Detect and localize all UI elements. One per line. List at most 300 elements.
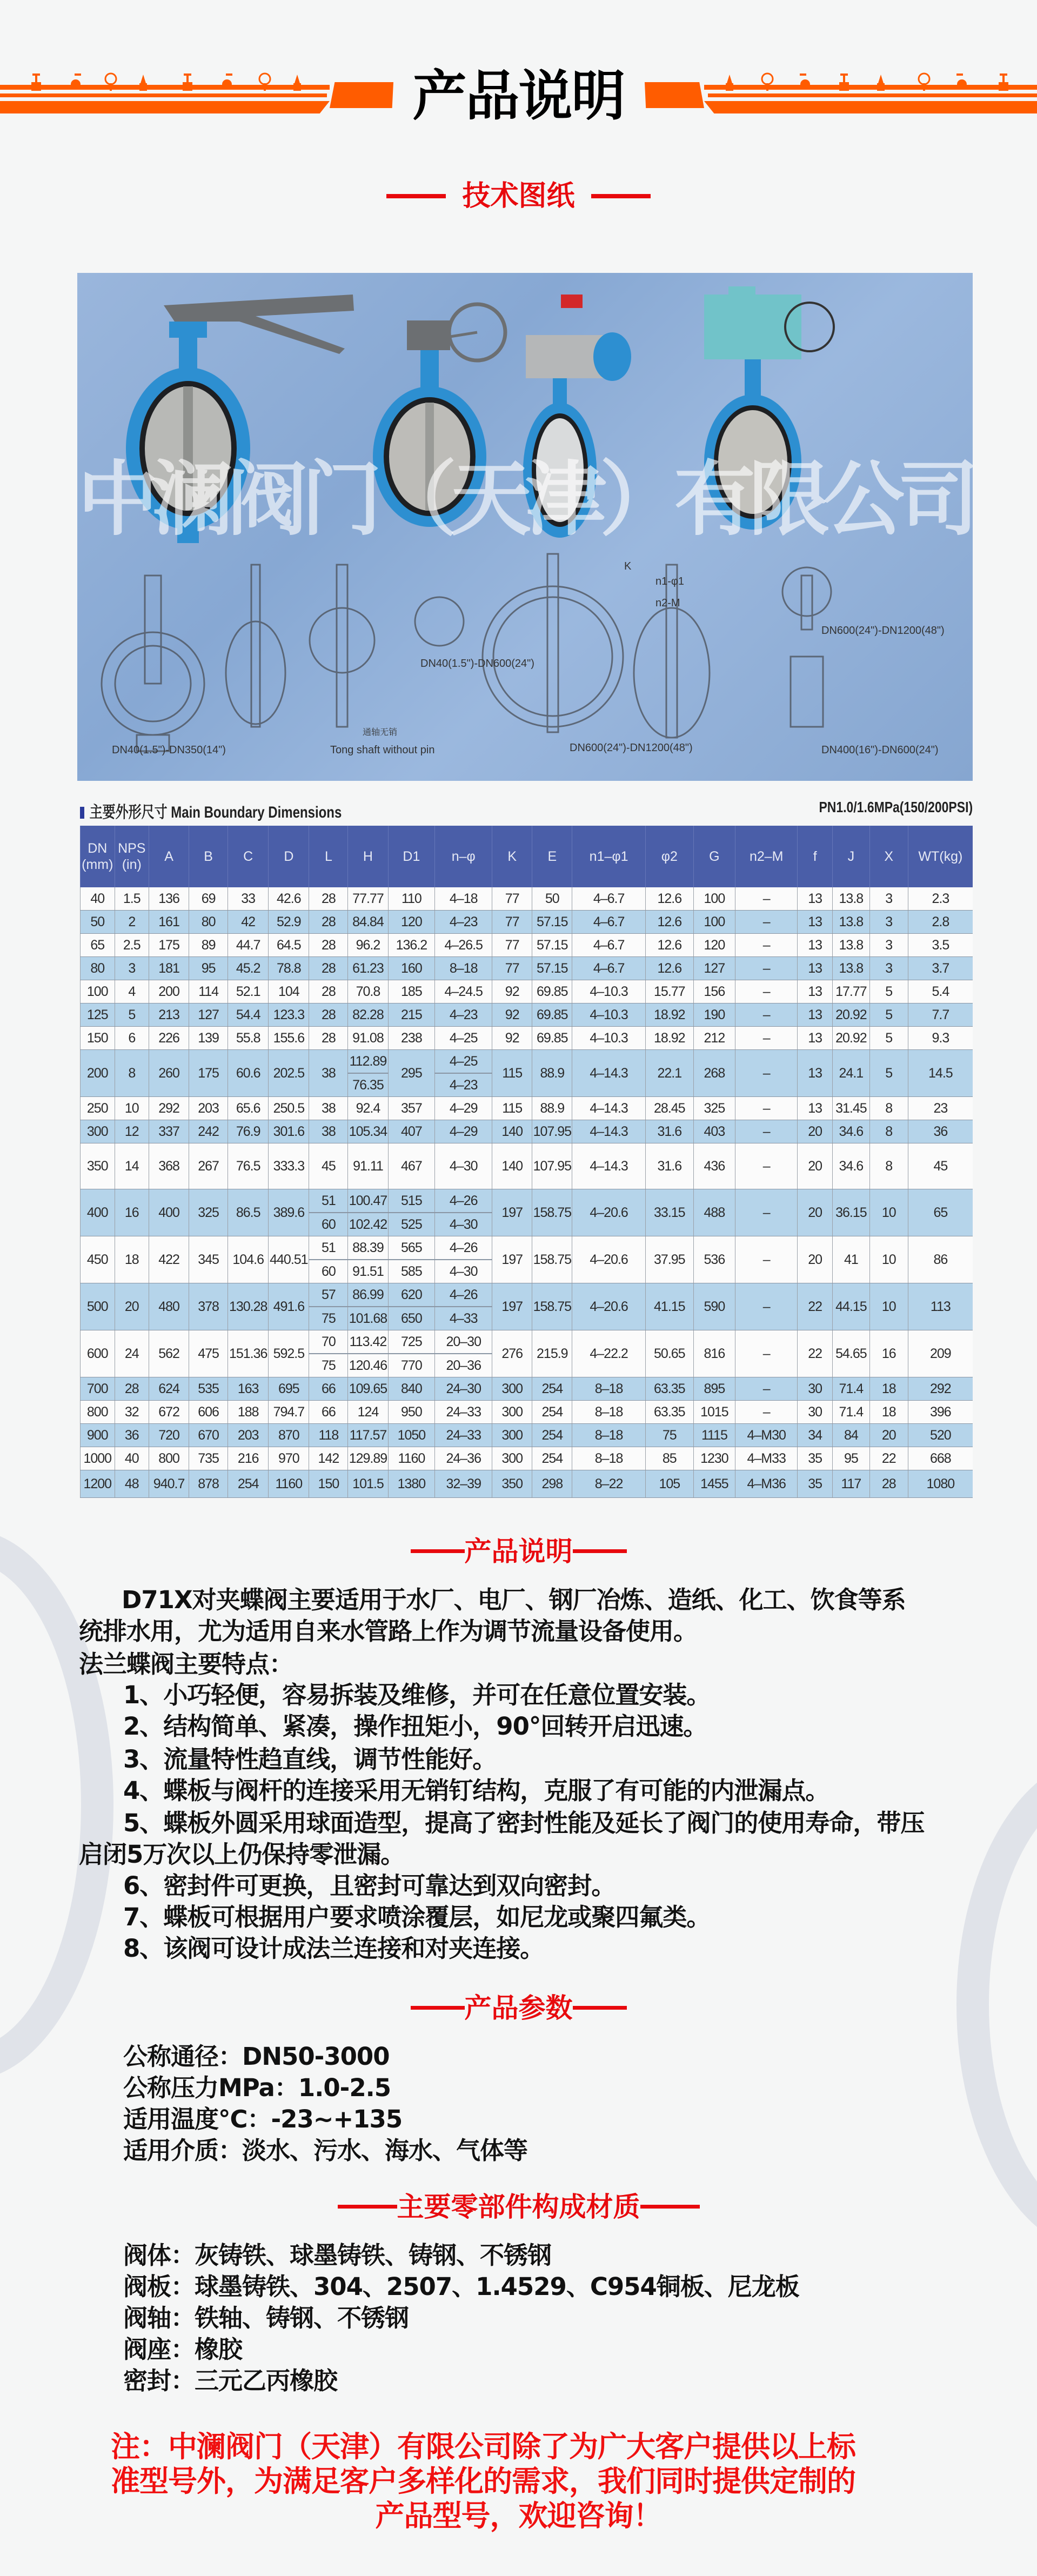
section-title-text: 产品说明 bbox=[464, 1535, 573, 1567]
table-cell: 254 bbox=[532, 1377, 572, 1401]
drawing-label: DN40(1.5")-DN350(14") bbox=[112, 744, 226, 756]
drawing-label: DN600(24")-DN1200(48") bbox=[570, 742, 693, 754]
table-cell: 64.5 bbox=[269, 934, 309, 957]
table-cell: 215.9 bbox=[532, 1330, 572, 1377]
table-cell: 20 bbox=[798, 1143, 833, 1189]
pressure-rating: PN1.0/1.6MPa(150/200PSI) bbox=[819, 799, 973, 815]
table-cell: 20–36 bbox=[435, 1354, 492, 1377]
table-cell: 71.4 bbox=[832, 1401, 869, 1424]
table-cell: 475 bbox=[189, 1330, 228, 1377]
table-cell: 30 bbox=[798, 1377, 833, 1401]
table-cell: 77 bbox=[492, 934, 532, 957]
table-cell: 8–18 bbox=[435, 957, 492, 980]
table-cell: 100.47 bbox=[348, 1189, 388, 1213]
table-cell: 13 bbox=[798, 1097, 833, 1120]
table-cell: 3.7 bbox=[908, 957, 973, 980]
table-cell: 41.15 bbox=[645, 1283, 693, 1330]
table-cell: 115 bbox=[492, 1050, 532, 1097]
table-cell: 216 bbox=[228, 1447, 269, 1470]
table-cell: 57.15 bbox=[532, 911, 572, 934]
table-cell: 160 bbox=[388, 957, 435, 980]
table-cell: 3.5 bbox=[908, 934, 973, 957]
table-cell: 24–36 bbox=[435, 1447, 492, 1470]
material-item: 阀板：球墨铸铁、304、2507、1.4529、C954铜板、尼龙板 bbox=[123, 2272, 799, 2301]
table-row bbox=[81, 957, 973, 980]
table-cell: 107.95 bbox=[532, 1120, 572, 1143]
table-cell: 76.5 bbox=[228, 1143, 269, 1189]
table-cell: 117.57 bbox=[348, 1424, 388, 1447]
feature-item: 3、流量特性趋直线，调节性能好。 bbox=[123, 1745, 497, 1774]
table-cell: 300 bbox=[492, 1424, 532, 1447]
table-cell: 5 bbox=[869, 980, 908, 1003]
table-row bbox=[81, 1424, 973, 1447]
table-cell: 735 bbox=[189, 1447, 228, 1470]
table-row bbox=[81, 1003, 973, 1027]
table-cell: – bbox=[735, 1330, 798, 1377]
table-cell: 185 bbox=[388, 980, 435, 1003]
table-cell: 151.36 bbox=[228, 1330, 269, 1377]
table-cell: 4–23 bbox=[435, 1073, 492, 1097]
table-cell: 38 bbox=[309, 1050, 348, 1097]
table-cell: 5 bbox=[869, 1027, 908, 1050]
section-title-drawings bbox=[0, 176, 1037, 215]
table-cell: 5 bbox=[869, 1003, 908, 1027]
table-cell: 816 bbox=[693, 1330, 735, 1377]
table-cell: 113 bbox=[908, 1283, 973, 1330]
table-cell: 212 bbox=[693, 1027, 735, 1050]
table-cell: 4–18 bbox=[435, 887, 492, 911]
table-cell: 85 bbox=[645, 1447, 693, 1470]
table-cell: 13 bbox=[798, 980, 833, 1003]
table-cell: 4–24.5 bbox=[435, 980, 492, 1003]
table-cell: 60 bbox=[309, 1260, 348, 1283]
table-cell: 104.6 bbox=[228, 1236, 269, 1283]
table-cell: 500 bbox=[81, 1283, 115, 1330]
column-header bbox=[645, 826, 693, 887]
table-cell: – bbox=[735, 1097, 798, 1120]
table-cell: 209 bbox=[908, 1330, 973, 1377]
table-cell: 298 bbox=[532, 1470, 572, 1498]
table-cell: 18.92 bbox=[645, 1003, 693, 1027]
column-header-text: f bbox=[813, 849, 817, 864]
table-cell: 65 bbox=[81, 934, 115, 957]
table-cell: 16 bbox=[869, 1330, 908, 1377]
table-cell: 155.6 bbox=[269, 1027, 309, 1050]
table-cell: 20 bbox=[798, 1120, 833, 1143]
feature-item: 2、结构简单、紧凑，操作扭矩小，90°回转开启迅速。 bbox=[123, 1712, 707, 1741]
table-cell: 13 bbox=[798, 887, 833, 911]
table-cell: 292 bbox=[908, 1377, 973, 1401]
table-cell: 28 bbox=[115, 1377, 149, 1401]
table-cell: 44.7 bbox=[228, 934, 269, 957]
table-cell: 5.4 bbox=[908, 980, 973, 1003]
table-cell: 130.28 bbox=[228, 1283, 269, 1330]
table-cell: 22 bbox=[798, 1330, 833, 1377]
parameter-item: 适用温度℃：-23~+135 bbox=[123, 2105, 403, 2133]
title-rule-left bbox=[338, 2205, 397, 2209]
table-cell: 5 bbox=[869, 1050, 908, 1097]
table-cell: 33 bbox=[228, 887, 269, 911]
table-cell: 140 bbox=[492, 1120, 532, 1143]
table-cell: 13.8 bbox=[832, 934, 869, 957]
column-header bbox=[869, 826, 908, 887]
table-cell: 4–30 bbox=[435, 1260, 492, 1283]
table-cell: 84 bbox=[832, 1424, 869, 1447]
table-cell: 895 bbox=[693, 1377, 735, 1401]
table-cell: 5 bbox=[115, 1003, 149, 1027]
table-cell: 55.8 bbox=[228, 1027, 269, 1050]
column-header-text: D bbox=[284, 849, 294, 864]
table-cell: 592.5 bbox=[269, 1330, 309, 1377]
table-cell: 117 bbox=[832, 1470, 869, 1498]
column-header-text: WT(kg) bbox=[918, 849, 963, 864]
feature-item: 1、小巧轻便，容易拆装及维修，并可在任意位置安装。 bbox=[123, 1681, 711, 1709]
column-header bbox=[269, 826, 309, 887]
table-cell: 268 bbox=[693, 1050, 735, 1097]
table-cell: 136 bbox=[149, 887, 189, 911]
table-cell: 480 bbox=[149, 1283, 189, 1330]
table-cell: 24 bbox=[115, 1330, 149, 1377]
column-header bbox=[532, 826, 572, 887]
table-cell: 4–14.3 bbox=[572, 1120, 646, 1143]
table-cell: 23 bbox=[908, 1097, 973, 1120]
table-cell: 28 bbox=[869, 1470, 908, 1498]
table-cell: 80 bbox=[189, 911, 228, 934]
table-cell: 4–10.3 bbox=[572, 980, 646, 1003]
table-cell: – bbox=[735, 1189, 798, 1236]
table-cell: – bbox=[735, 1027, 798, 1050]
table-cell: 1200 bbox=[81, 1470, 115, 1498]
column-header bbox=[228, 826, 269, 887]
table-cell: 357 bbox=[388, 1097, 435, 1120]
material-item: 阀座：橡胶 bbox=[123, 2335, 243, 2364]
table-cell: 3 bbox=[869, 957, 908, 980]
table-cell: – bbox=[735, 934, 798, 957]
table-cell: 202.5 bbox=[269, 1050, 309, 1097]
table-cell: – bbox=[735, 1050, 798, 1097]
parameter-item: 适用介质：淡水、污水、海水、气体等 bbox=[123, 2136, 528, 2165]
feature-item: 4、蝶板与阀杆的连接采用无销钉结构，克服了有可能的内泄漏点。 bbox=[123, 1776, 829, 1805]
column-header bbox=[735, 826, 798, 887]
table-cell: 4–10.3 bbox=[572, 1027, 646, 1050]
table-cell: 467 bbox=[388, 1143, 435, 1189]
table-cell: 100 bbox=[81, 980, 115, 1003]
table-cell: 450 bbox=[81, 1236, 115, 1283]
table-cell: 28 bbox=[309, 1003, 348, 1027]
table-cell: 107.95 bbox=[532, 1143, 572, 1189]
table-cell: 4–33 bbox=[435, 1307, 492, 1330]
description-line: D71X对夹蝶阀主要适用于水厂、电厂、钢厂冶炼、造纸、化工、饮食等系 bbox=[122, 1585, 906, 1614]
table-cell: 2 bbox=[115, 911, 149, 934]
features-heading: 法兰蝶阀主要特点： bbox=[79, 1650, 293, 1678]
table-cell: 4–29 bbox=[435, 1120, 492, 1143]
table-cell: 276 bbox=[492, 1330, 532, 1377]
table-cell: 34.6 bbox=[832, 1143, 869, 1189]
column-header bbox=[572, 826, 646, 887]
section-title-text: 主要零部件构成材质 bbox=[397, 2191, 640, 2223]
table-cell: 300 bbox=[492, 1447, 532, 1470]
table-cell: 725 bbox=[388, 1330, 435, 1354]
page-title: 产品说明 bbox=[412, 64, 625, 128]
table-cell: 86.99 bbox=[348, 1283, 388, 1307]
note-line: 注：中澜阀门（天津）有限公司除了为广大客户提供以上标 bbox=[111, 2430, 855, 2464]
table-cell: 35 bbox=[798, 1470, 833, 1498]
table-cell: 104 bbox=[269, 980, 309, 1003]
table-cell: 40 bbox=[81, 887, 115, 911]
table-cell: 254 bbox=[532, 1424, 572, 1447]
table-cell: 105 bbox=[645, 1470, 693, 1498]
technical-drawing-image bbox=[77, 273, 973, 781]
table-cell: 127 bbox=[189, 1003, 228, 1027]
table-cell: 267 bbox=[189, 1143, 228, 1189]
table-cell: 197 bbox=[492, 1236, 532, 1283]
table-cell: 295 bbox=[388, 1050, 435, 1097]
table-cell: 77 bbox=[492, 911, 532, 934]
title-rule-right bbox=[591, 194, 651, 198]
table-cell: 13.8 bbox=[832, 911, 869, 934]
table-cell: 668 bbox=[908, 1447, 973, 1470]
table-row bbox=[81, 980, 973, 1003]
table-cell: 620 bbox=[388, 1283, 435, 1307]
table-cell: 65 bbox=[908, 1189, 973, 1236]
table-cell: 38 bbox=[309, 1097, 348, 1120]
table-cell: 24–30 bbox=[435, 1377, 492, 1401]
table-row bbox=[81, 1143, 973, 1189]
table-cell: 34 bbox=[798, 1424, 833, 1447]
table-cell: 41 bbox=[832, 1236, 869, 1283]
table-cell: 13.8 bbox=[832, 887, 869, 911]
table-cell: 7.7 bbox=[908, 1003, 973, 1027]
table-cell: 22.1 bbox=[645, 1050, 693, 1097]
table-cell: 124 bbox=[348, 1401, 388, 1424]
table-cell: 242 bbox=[189, 1120, 228, 1143]
table-cell: 200 bbox=[81, 1050, 115, 1097]
table-cell: 20 bbox=[869, 1424, 908, 1447]
table-cell: – bbox=[735, 1236, 798, 1283]
table-cell: 36.15 bbox=[832, 1189, 869, 1236]
section-title-materials bbox=[0, 2187, 1037, 2224]
parameter-item: 公称压力MPa：1.0-2.5 bbox=[123, 2073, 391, 2102]
table-cell: 8 bbox=[869, 1143, 908, 1189]
table-cell: 2.3 bbox=[908, 887, 973, 911]
table-cell: 350 bbox=[81, 1143, 115, 1189]
table-cell: 562 bbox=[149, 1330, 189, 1377]
table-cell: 4–M33 bbox=[735, 1447, 798, 1470]
table-cell: 254 bbox=[228, 1470, 269, 1498]
table-cell: 175 bbox=[189, 1050, 228, 1097]
table-row bbox=[81, 1189, 973, 1213]
table-cell: 120 bbox=[388, 911, 435, 934]
column-header bbox=[189, 826, 228, 887]
table-cell: 215 bbox=[388, 1003, 435, 1027]
table-cell: 4–30 bbox=[435, 1213, 492, 1236]
column-header bbox=[348, 826, 388, 887]
table-cell: 13 bbox=[798, 1027, 833, 1050]
table-cell: 158.75 bbox=[532, 1236, 572, 1283]
column-header bbox=[309, 826, 348, 887]
table-cell: 91.11 bbox=[348, 1143, 388, 1189]
table-cell: 33.15 bbox=[645, 1189, 693, 1236]
table-cell: 10 bbox=[869, 1189, 908, 1236]
table-cell: 350 bbox=[492, 1470, 532, 1498]
material-item: 密封：三元乙丙橡胶 bbox=[123, 2366, 338, 2395]
table-cell: 8–18 bbox=[572, 1377, 646, 1401]
table-cell: 13 bbox=[798, 1050, 833, 1097]
table-cell: 28 bbox=[309, 911, 348, 934]
column-header bbox=[693, 826, 735, 887]
table-cell: 77 bbox=[492, 957, 532, 980]
table-cell: 50 bbox=[532, 887, 572, 911]
column-header-text: (mm) bbox=[82, 857, 113, 872]
table-cell: 42 bbox=[228, 911, 269, 934]
table-cell: 197 bbox=[492, 1189, 532, 1236]
title-rule-right bbox=[573, 1549, 627, 1553]
table-cell: 878 bbox=[189, 1470, 228, 1498]
table-cell: 50.65 bbox=[645, 1330, 693, 1377]
table-cell: 31.6 bbox=[645, 1143, 693, 1189]
table-cell: 20–30 bbox=[435, 1330, 492, 1354]
table-cell: 536 bbox=[693, 1236, 735, 1283]
table-cell: 13 bbox=[798, 911, 833, 934]
table-cell: 2.8 bbox=[908, 911, 973, 934]
table-cell: 4–26 bbox=[435, 1283, 492, 1307]
table-row bbox=[81, 1330, 973, 1354]
table-cell: 203 bbox=[228, 1424, 269, 1447]
table-cell: 3 bbox=[869, 887, 908, 911]
table-cell: 6 bbox=[115, 1027, 149, 1050]
drawing-label: n1-φ1 bbox=[655, 576, 684, 587]
company-watermark: 中澜阀门（天津）有限公司 bbox=[77, 453, 973, 547]
table-cell: 870 bbox=[269, 1424, 309, 1447]
table-cell: 45 bbox=[309, 1143, 348, 1189]
table-cell: 238 bbox=[388, 1027, 435, 1050]
table-cell: 110 bbox=[388, 887, 435, 911]
table-cell: 54.4 bbox=[228, 1003, 269, 1027]
table-cell: 590 bbox=[693, 1283, 735, 1330]
table-cell: 24–33 bbox=[435, 1424, 492, 1447]
table-cell: 345 bbox=[189, 1236, 228, 1283]
table-cell: 38 bbox=[309, 1120, 348, 1143]
drawing-label: Tong shaft without pin bbox=[330, 744, 435, 756]
description-line: 统排水用，尤为适用自来水管路上作为调节流量设备使用。 bbox=[79, 1617, 698, 1645]
table-cell: 92.4 bbox=[348, 1097, 388, 1120]
table-cell: 22 bbox=[798, 1283, 833, 1330]
table-cell: 163 bbox=[228, 1377, 269, 1401]
table-cell: 1080 bbox=[908, 1470, 973, 1498]
dimensions-table bbox=[80, 826, 973, 1498]
table-cell: 78.8 bbox=[269, 957, 309, 980]
table-cell: 4–6.7 bbox=[572, 887, 646, 911]
feature-item: 5、蝶板外圆采用球面造型，提高了密封性能及延长了阀门的使用寿命，带压 bbox=[123, 1809, 925, 1837]
table-cell: 76.9 bbox=[228, 1120, 269, 1143]
table-cell: 31.6 bbox=[645, 1120, 693, 1143]
table-cell: 18 bbox=[869, 1401, 908, 1424]
table-cell: 325 bbox=[189, 1189, 228, 1236]
table-cell: 4–26 bbox=[435, 1236, 492, 1260]
table-cell: 88.9 bbox=[532, 1097, 572, 1120]
table-cell: 120 bbox=[693, 934, 735, 957]
column-header-text: X bbox=[884, 849, 894, 864]
table-cell: 9.3 bbox=[908, 1027, 973, 1050]
dimensions-header bbox=[80, 799, 973, 820]
table-cell: 407 bbox=[388, 1120, 435, 1143]
table-cell: 8–18 bbox=[572, 1447, 646, 1470]
table-cell: 28.45 bbox=[645, 1097, 693, 1120]
drawing-label: DN600(24")-DN1200(48") bbox=[821, 625, 945, 637]
table-cell: 61.23 bbox=[348, 957, 388, 980]
feature-item: 6、密封件可更换，且密封可靠达到双向密封。 bbox=[123, 1871, 615, 1900]
table-cell: 84.84 bbox=[348, 911, 388, 934]
table-cell: 4–30 bbox=[435, 1143, 492, 1189]
table-cell: 12 bbox=[115, 1120, 149, 1143]
column-header bbox=[492, 826, 532, 887]
table-cell: – bbox=[735, 1401, 798, 1424]
table-cell: 150 bbox=[309, 1470, 348, 1498]
table-cell: 28 bbox=[309, 980, 348, 1003]
column-header bbox=[832, 826, 869, 887]
material-item: 阀体：灰铸铁、球墨铸铁、铸钢、不锈钢 bbox=[123, 2241, 552, 2270]
table-cell: 28 bbox=[309, 934, 348, 957]
table-cell: 142 bbox=[309, 1447, 348, 1470]
table-cell: 57.15 bbox=[532, 934, 572, 957]
table-cell: 34.6 bbox=[832, 1120, 869, 1143]
table-cell: 378 bbox=[189, 1283, 228, 1330]
table-cell: 12.6 bbox=[645, 934, 693, 957]
table-cell: 389.6 bbox=[269, 1189, 309, 1236]
table-cell: 535 bbox=[189, 1377, 228, 1401]
table-cell: 57.15 bbox=[532, 957, 572, 980]
table-cell: 4–14.3 bbox=[572, 1143, 646, 1189]
table-cell: 250.5 bbox=[269, 1097, 309, 1120]
table-row bbox=[81, 887, 973, 911]
table-cell: 4–M30 bbox=[735, 1424, 798, 1447]
table-cell: 102.42 bbox=[348, 1213, 388, 1236]
table-cell: 203 bbox=[189, 1097, 228, 1120]
table-cell: 31.45 bbox=[832, 1097, 869, 1120]
table-cell: 20.92 bbox=[832, 1003, 869, 1027]
table-cell: 770 bbox=[388, 1354, 435, 1377]
table-cell: 325 bbox=[693, 1097, 735, 1120]
table-cell: – bbox=[735, 980, 798, 1003]
table-cell: 10 bbox=[869, 1236, 908, 1283]
column-header bbox=[149, 826, 189, 887]
dimensions-title: 主要外形尺寸 Main Boundary Dimensions bbox=[80, 799, 342, 822]
table-cell: 20 bbox=[115, 1283, 149, 1330]
table-cell: 4–6.7 bbox=[572, 911, 646, 934]
table-cell: 28 bbox=[309, 887, 348, 911]
table-cell: 800 bbox=[149, 1447, 189, 1470]
table-cell: 13 bbox=[798, 1003, 833, 1027]
table-cell: 4–26.5 bbox=[435, 934, 492, 957]
table-cell: 1115 bbox=[693, 1424, 735, 1447]
section-title-description bbox=[0, 1532, 1037, 1569]
table-cell: 970 bbox=[269, 1447, 309, 1470]
table-cell: 4–6.7 bbox=[572, 934, 646, 957]
table-cell: 20.92 bbox=[832, 1027, 869, 1050]
table-cell: 840 bbox=[388, 1377, 435, 1401]
table-cell: 4–14.3 bbox=[572, 1050, 646, 1097]
table-cell: 60 bbox=[309, 1213, 348, 1236]
table-cell: 1050 bbox=[388, 1424, 435, 1447]
feature-item-continued: 启闭5万次以上仍保持零泄漏。 bbox=[79, 1840, 405, 1869]
table-cell: 950 bbox=[388, 1401, 435, 1424]
table-cell: 51 bbox=[309, 1189, 348, 1213]
table-cell: 92 bbox=[492, 1003, 532, 1027]
table-cell: 800 bbox=[81, 1401, 115, 1424]
table-cell: 4–M36 bbox=[735, 1470, 798, 1498]
table-cell: 12.6 bbox=[645, 957, 693, 980]
table-cell: 520 bbox=[908, 1424, 973, 1447]
